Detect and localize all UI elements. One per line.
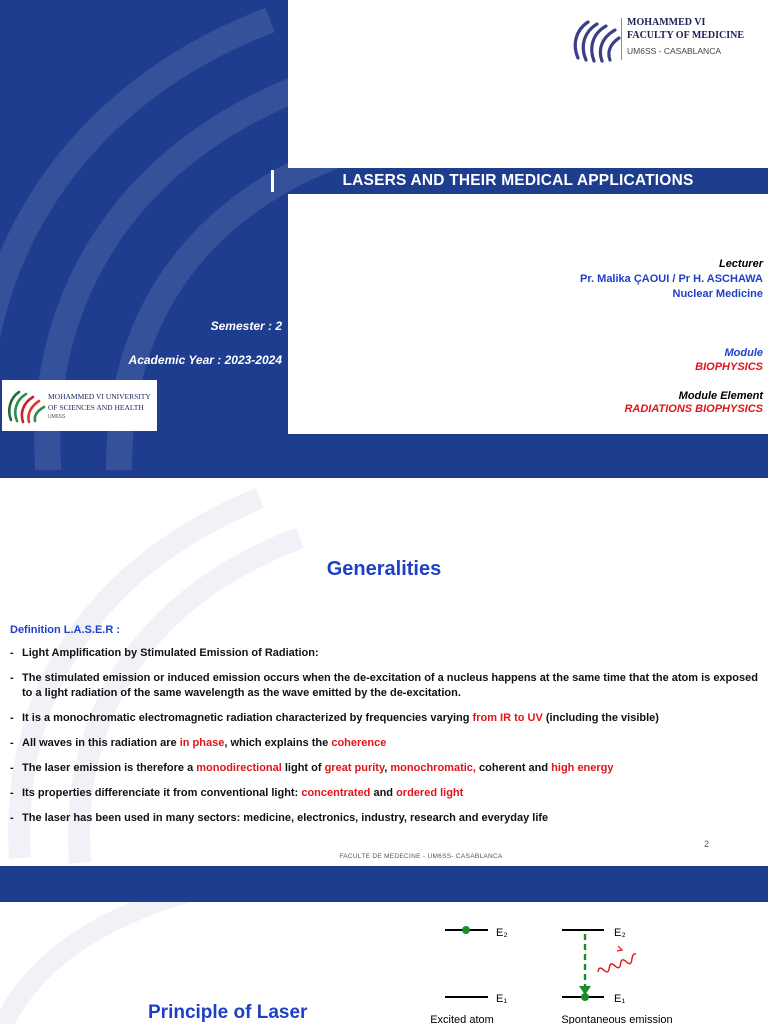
- bullet-text: The stimulated emission or induced emission occurs when the de-excitation of a nucleus happens at the same time that the atom is exposed to a light radiation of the same wavelength as the wave emitted by the de-excitation.: [22, 672, 758, 699]
- bullet-marker: -: [10, 672, 14, 684]
- diagram-caption-spontaneous-emission: Spontaneous emission: [561, 1014, 673, 1024]
- title-slide: [0, 0, 768, 470]
- bullet-text: Light Amplification by Stimulated Emission of Radiation:: [22, 647, 319, 659]
- lecturer-department: Nuclear Medicine: [672, 288, 763, 300]
- bullet-marker: -: [10, 762, 14, 774]
- faculty-logo: [570, 14, 760, 64]
- highlight-text: coherence: [331, 737, 387, 749]
- diagram-caption-excited-atom: Excited atom: [430, 1014, 494, 1024]
- energy-level-diagram: [440, 916, 660, 1024]
- semester-text: Semester : 2: [210, 319, 282, 333]
- slide-top-strip: [0, 470, 768, 478]
- excited-electron-dot: [462, 926, 470, 934]
- university-logo: [2, 380, 157, 431]
- bullet-text: and: [370, 787, 397, 799]
- bullet-item: [10, 761, 766, 776]
- principle-slide: [0, 902, 768, 1024]
- faculty-logo-line3: UM6SS - CASABLANCA: [627, 46, 721, 56]
- module-label: Module: [724, 347, 763, 359]
- logo-separator: [621, 18, 622, 60]
- lecturer-label: Lecturer: [718, 258, 763, 270]
- bullet-marker: -: [10, 712, 14, 724]
- bullet-item: [10, 646, 766, 661]
- highlight-text: in phase: [179, 737, 225, 749]
- university-logo-line3: UM6SS: [48, 414, 66, 420]
- slide-heading: Principle of Laser: [148, 1002, 308, 1023]
- bullet-text: It is a monochromatic electromagnetic radiation characterized by frequencies varying: [22, 712, 473, 724]
- bullet-marker: -: [10, 647, 14, 659]
- bullet-text: ,: [384, 762, 391, 774]
- ground-electron-dot: [581, 993, 589, 1001]
- presentation-title: LASERS AND THEIR MEDICAL APPLICATIONS: [342, 172, 694, 189]
- definition-label: Definition L.A.S.E.R :: [10, 624, 120, 636]
- page-number: 2: [704, 839, 710, 849]
- highlight-text: high energy: [551, 762, 614, 774]
- bullet-marker: -: [10, 787, 14, 799]
- bullet-marker: -: [10, 737, 14, 749]
- bullet-item: [10, 671, 766, 701]
- highlight-text: great purity: [324, 762, 385, 774]
- bullet-text: coherent and: [475, 762, 552, 774]
- module-element-value: RADIATIONS BIOPHYSICS: [624, 403, 763, 415]
- university-logo-line2: OF SCIENCES AND HEALTH: [48, 403, 144, 412]
- bullet-list: [10, 646, 766, 836]
- highlight-text: monochromatic,: [390, 762, 476, 774]
- university-emblem-icon: [6, 386, 46, 424]
- bullet-text: , which explains the: [224, 737, 332, 749]
- bullet-text: (including the visible): [542, 712, 659, 724]
- level-label-e1-right: E₁: [614, 993, 626, 1005]
- university-logo-line1: MOHAMMED VI UNIVERSITY: [48, 392, 151, 401]
- generalities-slide: [0, 470, 768, 902]
- lecturer-names: Pr. Malika ÇAOUI / Pr H. ASCHAWA: [580, 273, 763, 285]
- bullet-item: [10, 811, 766, 826]
- highlight-text: from IR to UV: [472, 712, 543, 724]
- bullet-text: Its properties differenciate it from conventional light:: [22, 787, 302, 799]
- bullet-marker: -: [10, 812, 14, 824]
- academic-year-text: Academic Year : 2023-2024: [128, 353, 282, 367]
- bullet-text: light of: [281, 762, 325, 774]
- photon-wave-icon: [596, 953, 638, 974]
- highlight-text: ordered light: [396, 787, 464, 799]
- level-label-e1-left: E₁: [496, 993, 508, 1005]
- module-value: BIOPHYSICS: [695, 361, 763, 373]
- level-label-e2-right: E₂: [614, 927, 626, 939]
- bullet-item: [10, 736, 766, 751]
- bullet-text: The laser emission is therefore a: [22, 762, 197, 774]
- faculty-emblem-icon: [570, 14, 622, 64]
- faculty-logo-line2: FACULTY OF MEDICINE: [627, 30, 745, 41]
- photon-tick-icon: [617, 946, 622, 951]
- bullet-text: The laser has been used in many sectors: medicine, electronics, industry, research and everyday life: [22, 812, 549, 824]
- bullet-item: [10, 786, 766, 801]
- module-element-label: Module Element: [678, 390, 763, 402]
- faculty-logo-line1: MOHAMMED VI: [627, 17, 706, 28]
- highlight-text: concentrated: [301, 787, 371, 799]
- level-label-e2-left: E₂: [496, 927, 508, 939]
- bullet-text: All waves in this radiation are: [22, 737, 180, 749]
- title-accent-bar: [271, 170, 274, 192]
- slide-footer: FACULTE DE MEDECINE - UM6SS- CASABLANCA: [339, 853, 503, 860]
- slide-heading: Generalities: [326, 558, 442, 580]
- bullet-item: [10, 711, 766, 726]
- slide-bottom-strip: [0, 866, 768, 902]
- highlight-text: monodirectional: [196, 762, 282, 774]
